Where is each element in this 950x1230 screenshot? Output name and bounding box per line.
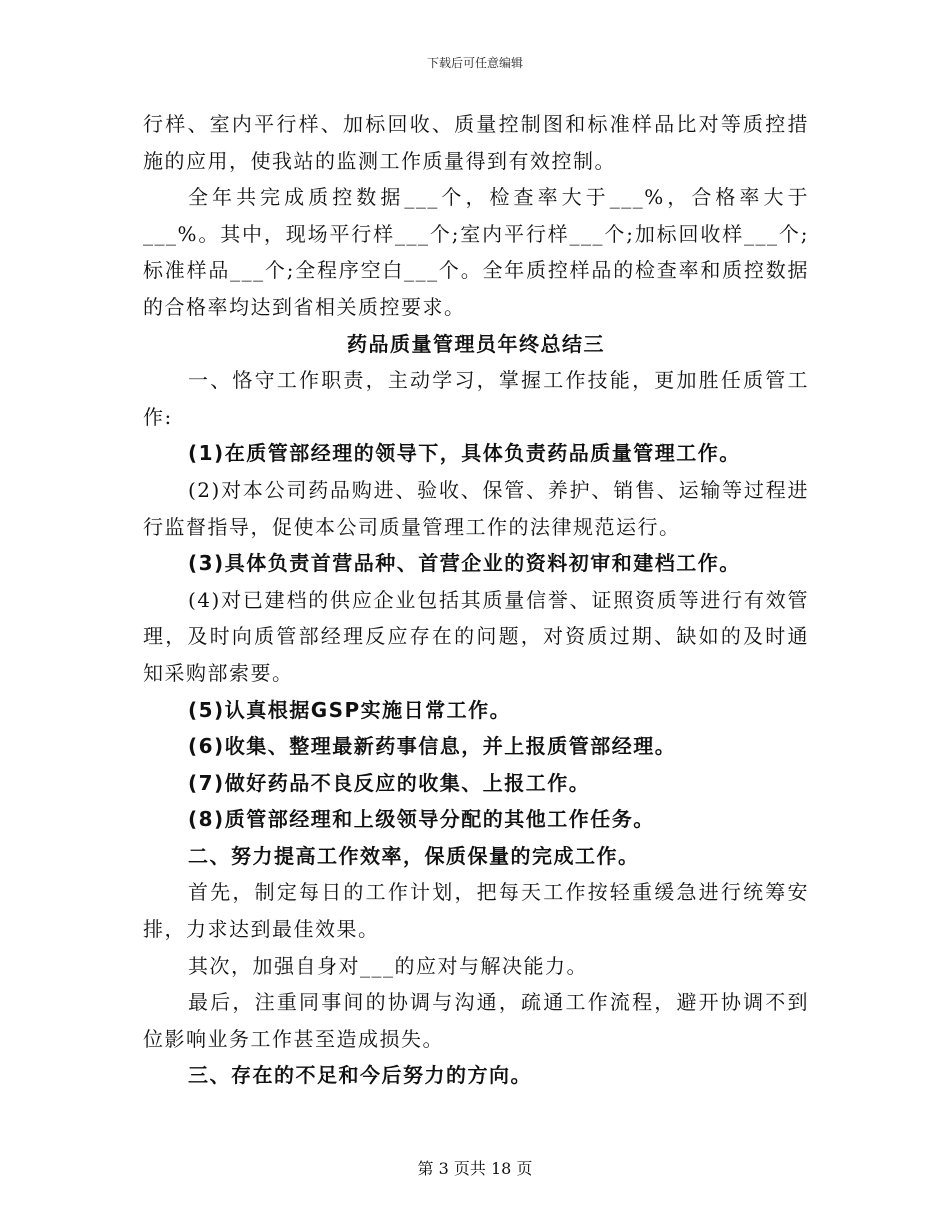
paragraph-4: 一、恪守工作职责，主动学习，掌握工作技能，更加胜任质管工作: (143, 368, 809, 429)
section-heading-2: 二、努力提高工作效率，保质保量的完成工作。 (188, 843, 640, 868)
document-body (143, 106, 809, 1094)
paragraph-first: 首先，制定每日的工作计划，把每天工作按轻重缓急进行统筹安排，力求达到最佳效果。 (143, 880, 809, 942)
list-item-4: (4)对已建档的供应企业包括其质量信誉、证照资质等进行有效管理，及时向质管部经理反应存在的问题，对资质过期、缺如的及时通知采购部索要。 (143, 587, 809, 685)
list-item-8: (8)质管部经理和上级领导分配的其他工作任务。 (188, 807, 655, 832)
paragraph-2: 全年共完成质控数据___个，检查率大于___%，合格率大于___%。其中，现场平行样___个;室内平行样___个;加标回收样___个;标准样品___个;全程序空白___个。全年质控样品的检查率和质控数据的合格率均达到省相关质控要求。 (143, 185, 809, 319)
list-item-3: (3)具体负责首营品种、首营企业的资料初审和建档工作。 (188, 551, 741, 576)
page-footer: 第 3 页共 18 页 (417, 1159, 533, 1178)
list-item-7: (7)做好药品不良反应的收集、上报工作。 (188, 770, 591, 795)
section-heading-3: 三、存在的不足和今后努力的方向。 (188, 1063, 532, 1088)
list-item-1: (1)在质管部经理的领导下，具体负责药品质量管理工作。 (188, 441, 741, 466)
paragraph-second: 其次，加强自身对___的应对与解决能力。 (188, 953, 588, 978)
paragraph-last: 最后，注重同事间的协调与沟通，疏通工作流程，避开协调不到位影响业务工作甚至造成损失。 (143, 990, 809, 1051)
list-item-6: (6)收集、整理最新药事信息，并上报质管部经理。 (188, 734, 677, 759)
list-item-5: (5)认真根据GSP实施日常工作。 (188, 697, 512, 722)
section-title: 药品质量管理员年终总结三 (347, 331, 605, 356)
paragraph-1: 行样、室内平行样、加标回收、质量控制图和标准样品比对等质控措施的应用，使我站的监测工作质量得到有效控制。 (143, 112, 809, 173)
list-item-2: (2)对本公司药品购进、验收、保管、养护、销售、运输等过程进行监督指导，促使本公司质量管理工作的法律规范运行。 (143, 477, 809, 539)
page-header: 下载后可任意编辑 (426, 56, 523, 70)
